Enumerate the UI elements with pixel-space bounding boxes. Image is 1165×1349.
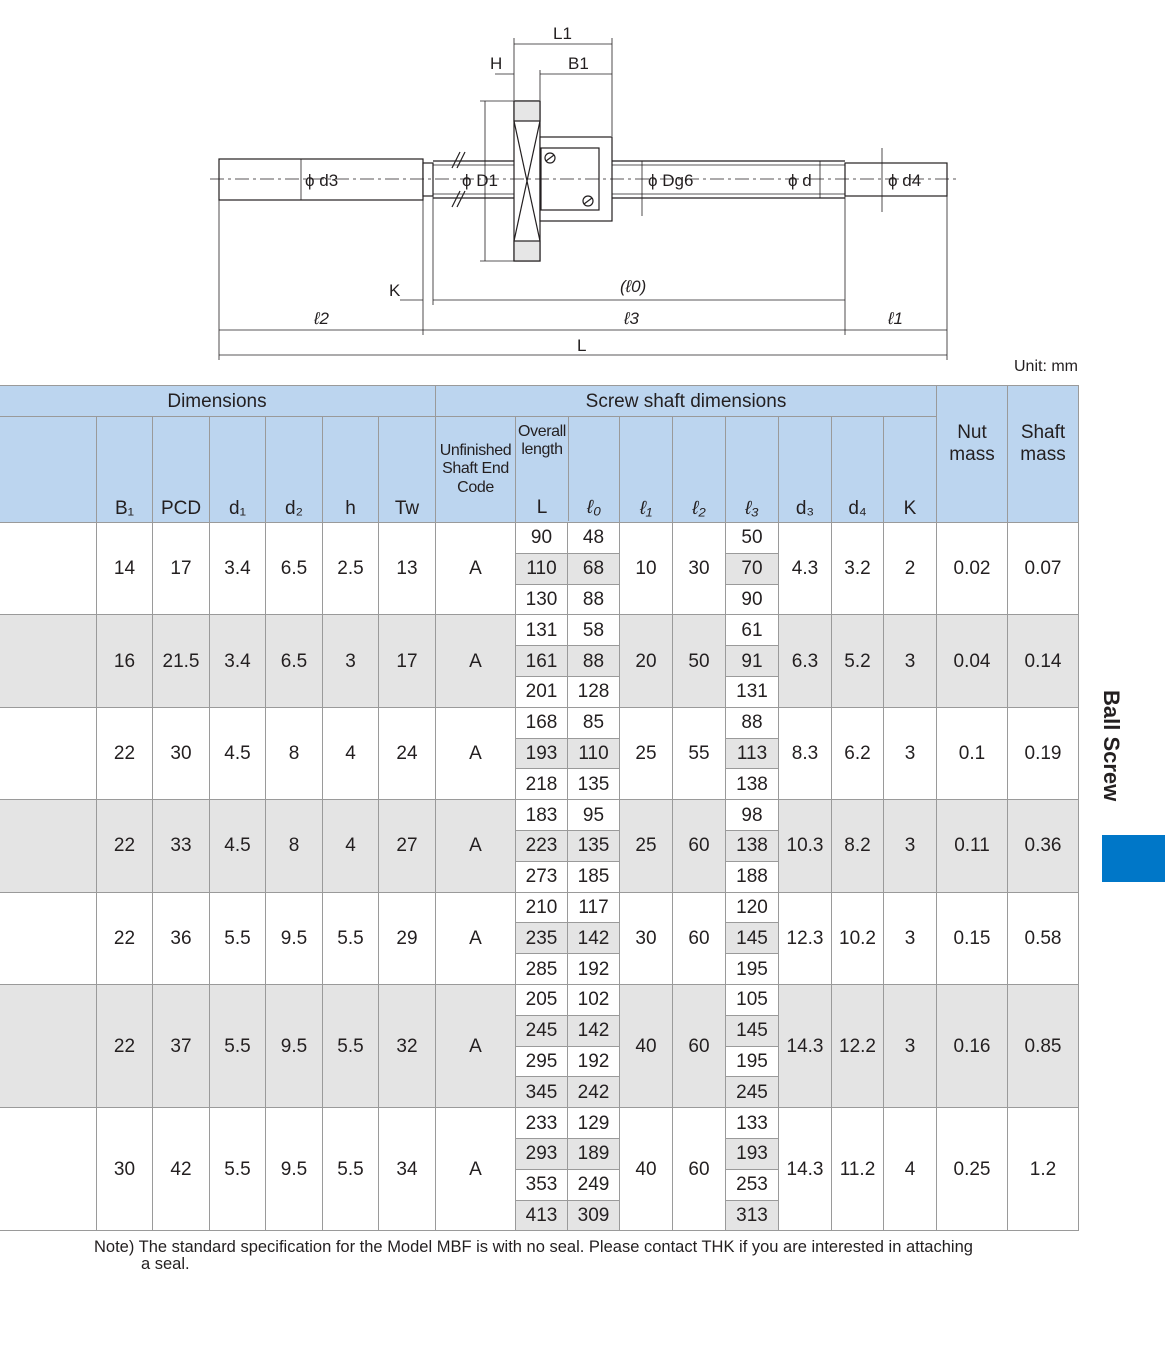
cell-code: A	[436, 892, 516, 984]
table-row	[0, 800, 1079, 831]
cell-d3: 4.3	[779, 523, 832, 615]
cell-L: 233	[516, 1108, 568, 1139]
cell-L: 285	[516, 954, 568, 985]
cell-h: 4	[323, 800, 379, 892]
table-row	[0, 984, 1079, 1015]
cell-shaft: 0.19	[1008, 707, 1079, 799]
cell-l0: 88	[568, 646, 620, 677]
header-blank	[0, 417, 97, 523]
cell-nut: 0.11	[937, 800, 1008, 892]
cell-l3: 138	[726, 769, 779, 800]
cell-B1: 22	[97, 892, 153, 984]
cell-l0: 117	[568, 892, 620, 923]
cell-L: 235	[516, 923, 568, 954]
cell-B1: 22	[97, 707, 153, 799]
cell-B1: 14	[97, 523, 153, 615]
table-row	[0, 615, 1079, 646]
cell-d4: 6.2	[832, 707, 884, 799]
cell-l3: 50	[726, 523, 779, 554]
cell-nut: 0.1	[937, 707, 1008, 799]
cell-l3: 145	[726, 923, 779, 954]
cell-L: 245	[516, 1015, 568, 1046]
cell-l3: 313	[726, 1200, 779, 1231]
cell-d2: 9.5	[266, 892, 323, 984]
cell-K: 3	[884, 707, 937, 799]
cell-d4: 5.2	[832, 615, 884, 707]
cell-l3: 91	[726, 646, 779, 677]
cell-d4: 10.2	[832, 892, 884, 984]
cell-l0: 249	[568, 1169, 620, 1200]
cell-l1: 10	[620, 523, 673, 615]
cell-nut: 0.15	[937, 892, 1008, 984]
cell-model	[0, 800, 97, 892]
cell-L: 345	[516, 1077, 568, 1108]
label-H: H	[490, 54, 503, 73]
cell-K: 3	[884, 984, 937, 1107]
cell-d3: 14.3	[779, 1108, 832, 1231]
cell-l1: 25	[620, 707, 673, 799]
cell-PCD: 42	[153, 1108, 210, 1231]
cell-B1: 22	[97, 984, 153, 1107]
cell-L: 90	[516, 523, 568, 554]
cell-d1: 3.4	[210, 615, 266, 707]
cell-l2: 60	[673, 892, 726, 984]
cell-code: A	[436, 1108, 516, 1231]
header-code: Unfinished Shaft End Code	[436, 417, 516, 523]
cell-l3: 195	[726, 954, 779, 985]
cell-h: 5.5	[323, 1108, 379, 1231]
cell-model	[0, 984, 97, 1107]
cell-l0: 189	[568, 1138, 620, 1169]
cell-Tw: 32	[379, 984, 436, 1107]
cell-L: 193	[516, 738, 568, 769]
cell-d4: 8.2	[832, 800, 884, 892]
cell-Tw: 29	[379, 892, 436, 984]
cell-L: 295	[516, 1046, 568, 1077]
cell-PCD: 21.5	[153, 615, 210, 707]
cell-L: 130	[516, 584, 568, 615]
cell-l2: 60	[673, 800, 726, 892]
cell-L: 110	[516, 553, 568, 584]
header-dimensions: Dimensions	[0, 386, 436, 417]
cell-d4: 11.2	[832, 1108, 884, 1231]
cell-l0: 192	[568, 1046, 620, 1077]
label-L1: L1	[553, 24, 572, 43]
cell-l1: 30	[620, 892, 673, 984]
cell-L: 273	[516, 861, 568, 892]
cell-B1: 16	[97, 615, 153, 707]
header-overall: Overall length	[518, 423, 566, 459]
cell-d3: 6.3	[779, 615, 832, 707]
cell-K: 3	[884, 615, 937, 707]
cell-d4: 3.2	[832, 523, 884, 615]
cell-code: A	[436, 615, 516, 707]
cell-l0: 48	[568, 523, 620, 554]
header-l3: ℓ₃	[726, 417, 779, 523]
cell-d3: 10.3	[779, 800, 832, 892]
table-row	[0, 892, 1079, 923]
cell-nut: 0.02	[937, 523, 1008, 615]
header-B1: B₁	[97, 417, 153, 523]
cell-l0: 309	[568, 1200, 620, 1231]
cell-shaft: 0.14	[1008, 615, 1079, 707]
cell-l0: 192	[568, 954, 620, 985]
header-d1: d₁	[210, 417, 266, 523]
header-overall-length	[516, 417, 620, 523]
cell-shaft: 1.2	[1008, 1108, 1079, 1231]
header-d2: d₂	[266, 417, 323, 523]
cell-l0: 85	[568, 707, 620, 738]
cell-K: 3	[884, 892, 937, 984]
cell-nut: 0.16	[937, 984, 1008, 1107]
cell-d1: 5.5	[210, 1108, 266, 1231]
cell-l3: 90	[726, 584, 779, 615]
cell-model	[0, 892, 97, 984]
label-l1: ℓ1	[888, 309, 903, 328]
cell-l1: 20	[620, 615, 673, 707]
label-d3: ϕ d3	[305, 171, 339, 190]
cell-l3: 145	[726, 1015, 779, 1046]
label-D1: ϕ D1	[462, 171, 498, 190]
cell-d1: 4.5	[210, 707, 266, 799]
cell-h: 2.5	[323, 523, 379, 615]
cell-PCD: 30	[153, 707, 210, 799]
dimension-table	[0, 385, 1079, 1231]
side-tab-label: Ball Screw	[1099, 690, 1124, 802]
label-K: K	[389, 281, 401, 300]
cell-Tw: 13	[379, 523, 436, 615]
cell-l2: 30	[673, 523, 726, 615]
cell-l0: 135	[568, 769, 620, 800]
cell-l3: 120	[726, 892, 779, 923]
cell-Tw: 27	[379, 800, 436, 892]
cell-l2: 60	[673, 984, 726, 1107]
cell-code: A	[436, 800, 516, 892]
cell-shaft: 0.58	[1008, 892, 1079, 984]
cell-l0: 110	[568, 738, 620, 769]
cell-L: 210	[516, 892, 568, 923]
cell-l3: 113	[726, 738, 779, 769]
header-L: L	[536, 497, 548, 518]
cell-l0: 135	[568, 830, 620, 861]
ball-screw-drawing	[0, 0, 1165, 380]
cell-L: 183	[516, 800, 568, 831]
cell-model	[0, 615, 97, 707]
cell-l2: 55	[673, 707, 726, 799]
label-l0: (ℓ0)	[620, 277, 647, 296]
cell-d4: 12.2	[832, 984, 884, 1107]
cell-L: 131	[516, 615, 568, 646]
header-nut-mass: Nut mass	[937, 386, 1008, 523]
cell-shaft: 0.85	[1008, 984, 1079, 1107]
header-l0: ℓ₀	[586, 497, 602, 518]
label-d4: ϕ d4	[888, 171, 922, 190]
cell-d2: 8	[266, 707, 323, 799]
cell-d2: 8	[266, 800, 323, 892]
cell-l0: 185	[568, 861, 620, 892]
cell-l3: 253	[726, 1169, 779, 1200]
cell-l1: 25	[620, 800, 673, 892]
cell-l3: 98	[726, 800, 779, 831]
cell-Tw: 34	[379, 1108, 436, 1231]
cell-l3: 70	[726, 553, 779, 584]
label-B1: B1	[568, 54, 589, 73]
cell-d2: 9.5	[266, 1108, 323, 1231]
cell-l3: 245	[726, 1077, 779, 1108]
cell-Tw: 24	[379, 707, 436, 799]
cell-PCD: 37	[153, 984, 210, 1107]
cell-L: 353	[516, 1169, 568, 1200]
label-l2: ℓ2	[314, 309, 329, 328]
cell-l3: 133	[726, 1108, 779, 1139]
header-Tw: Tw	[379, 417, 436, 523]
cell-h: 4	[323, 707, 379, 799]
cell-code: A	[436, 523, 516, 615]
cell-shaft: 0.07	[1008, 523, 1079, 615]
cell-l0: 128	[568, 676, 620, 707]
cell-l0: 58	[568, 615, 620, 646]
cell-code: A	[436, 984, 516, 1107]
cell-nut: 0.25	[937, 1108, 1008, 1231]
cell-K: 3	[884, 800, 937, 892]
header-d4: d₄	[832, 417, 884, 523]
cell-l1: 40	[620, 984, 673, 1107]
cell-l3: 131	[726, 676, 779, 707]
cell-nut: 0.04	[937, 615, 1008, 707]
cell-model	[0, 523, 97, 615]
cell-L: 205	[516, 984, 568, 1015]
header-PCD: PCD	[153, 417, 210, 523]
cell-K: 4	[884, 1108, 937, 1231]
cell-L: 413	[516, 1200, 568, 1231]
header-l1: ℓ₁	[620, 417, 673, 523]
cell-L: 223	[516, 830, 568, 861]
cell-l3: 88	[726, 707, 779, 738]
cell-l0: 142	[568, 1015, 620, 1046]
cell-d3: 12.3	[779, 892, 832, 984]
table-row	[0, 1108, 1079, 1139]
side-tab-marker	[1102, 835, 1165, 882]
cell-d2: 6.5	[266, 523, 323, 615]
cell-L: 201	[516, 676, 568, 707]
cell-PCD: 33	[153, 800, 210, 892]
cell-l0: 68	[568, 553, 620, 584]
cell-h: 3	[323, 615, 379, 707]
table-row	[0, 523, 1079, 554]
cell-h: 5.5	[323, 984, 379, 1107]
header-shaft-mass: Shaft mass	[1008, 386, 1079, 523]
cell-d2: 9.5	[266, 984, 323, 1107]
cell-l0: 242	[568, 1077, 620, 1108]
cell-l3: 195	[726, 1046, 779, 1077]
cell-d3: 8.3	[779, 707, 832, 799]
header-l2: ℓ₂	[673, 417, 726, 523]
cell-B1: 30	[97, 1108, 153, 1231]
header-h: h	[323, 417, 379, 523]
cell-l0: 95	[568, 800, 620, 831]
cell-l2: 50	[673, 615, 726, 707]
header-d3: d₃	[779, 417, 832, 523]
cell-L: 161	[516, 646, 568, 677]
note-line2: a seal.	[141, 1255, 190, 1274]
cell-l3: 105	[726, 984, 779, 1015]
label-d: ϕ d	[788, 171, 812, 190]
label-l3: ℓ3	[624, 309, 639, 328]
header-K: K	[884, 417, 937, 523]
cell-Tw: 17	[379, 615, 436, 707]
cell-l2: 60	[673, 1108, 726, 1231]
cell-model	[0, 707, 97, 799]
label-L: L	[577, 336, 587, 355]
cell-PCD: 36	[153, 892, 210, 984]
cell-l3: 61	[726, 615, 779, 646]
cell-d1: 5.5	[210, 984, 266, 1107]
cell-shaft: 0.36	[1008, 800, 1079, 892]
cell-l0: 88	[568, 584, 620, 615]
label-Dg6: ϕ Dg6	[648, 171, 694, 190]
cell-d2: 6.5	[266, 615, 323, 707]
unit-label: Unit: mm	[1014, 358, 1078, 375]
cell-L: 218	[516, 769, 568, 800]
cell-d1: 4.5	[210, 800, 266, 892]
cell-L: 293	[516, 1138, 568, 1169]
header-screw-shaft: Screw shaft dimensions	[436, 386, 937, 417]
cell-l0: 142	[568, 923, 620, 954]
cell-PCD: 17	[153, 523, 210, 615]
cell-l0: 102	[568, 984, 620, 1015]
cell-K: 2	[884, 523, 937, 615]
cell-l1: 40	[620, 1108, 673, 1231]
cell-l0: 129	[568, 1108, 620, 1139]
note	[94, 1238, 1078, 1273]
cell-d3: 14.3	[779, 984, 832, 1107]
note-line1: Note) The standard specification for the Model MBF is with no seal. Please contact THK if you are interested in attaching	[94, 1238, 973, 1256]
cell-d1: 3.4	[210, 523, 266, 615]
cell-h: 5.5	[323, 892, 379, 984]
cell-d1: 5.5	[210, 892, 266, 984]
cell-l3: 138	[726, 830, 779, 861]
cell-code: A	[436, 707, 516, 799]
cell-l3: 193	[726, 1138, 779, 1169]
cell-B1: 22	[97, 800, 153, 892]
cell-l3: 188	[726, 861, 779, 892]
cell-model	[0, 1108, 97, 1231]
cell-L: 168	[516, 707, 568, 738]
table-row	[0, 707, 1079, 738]
